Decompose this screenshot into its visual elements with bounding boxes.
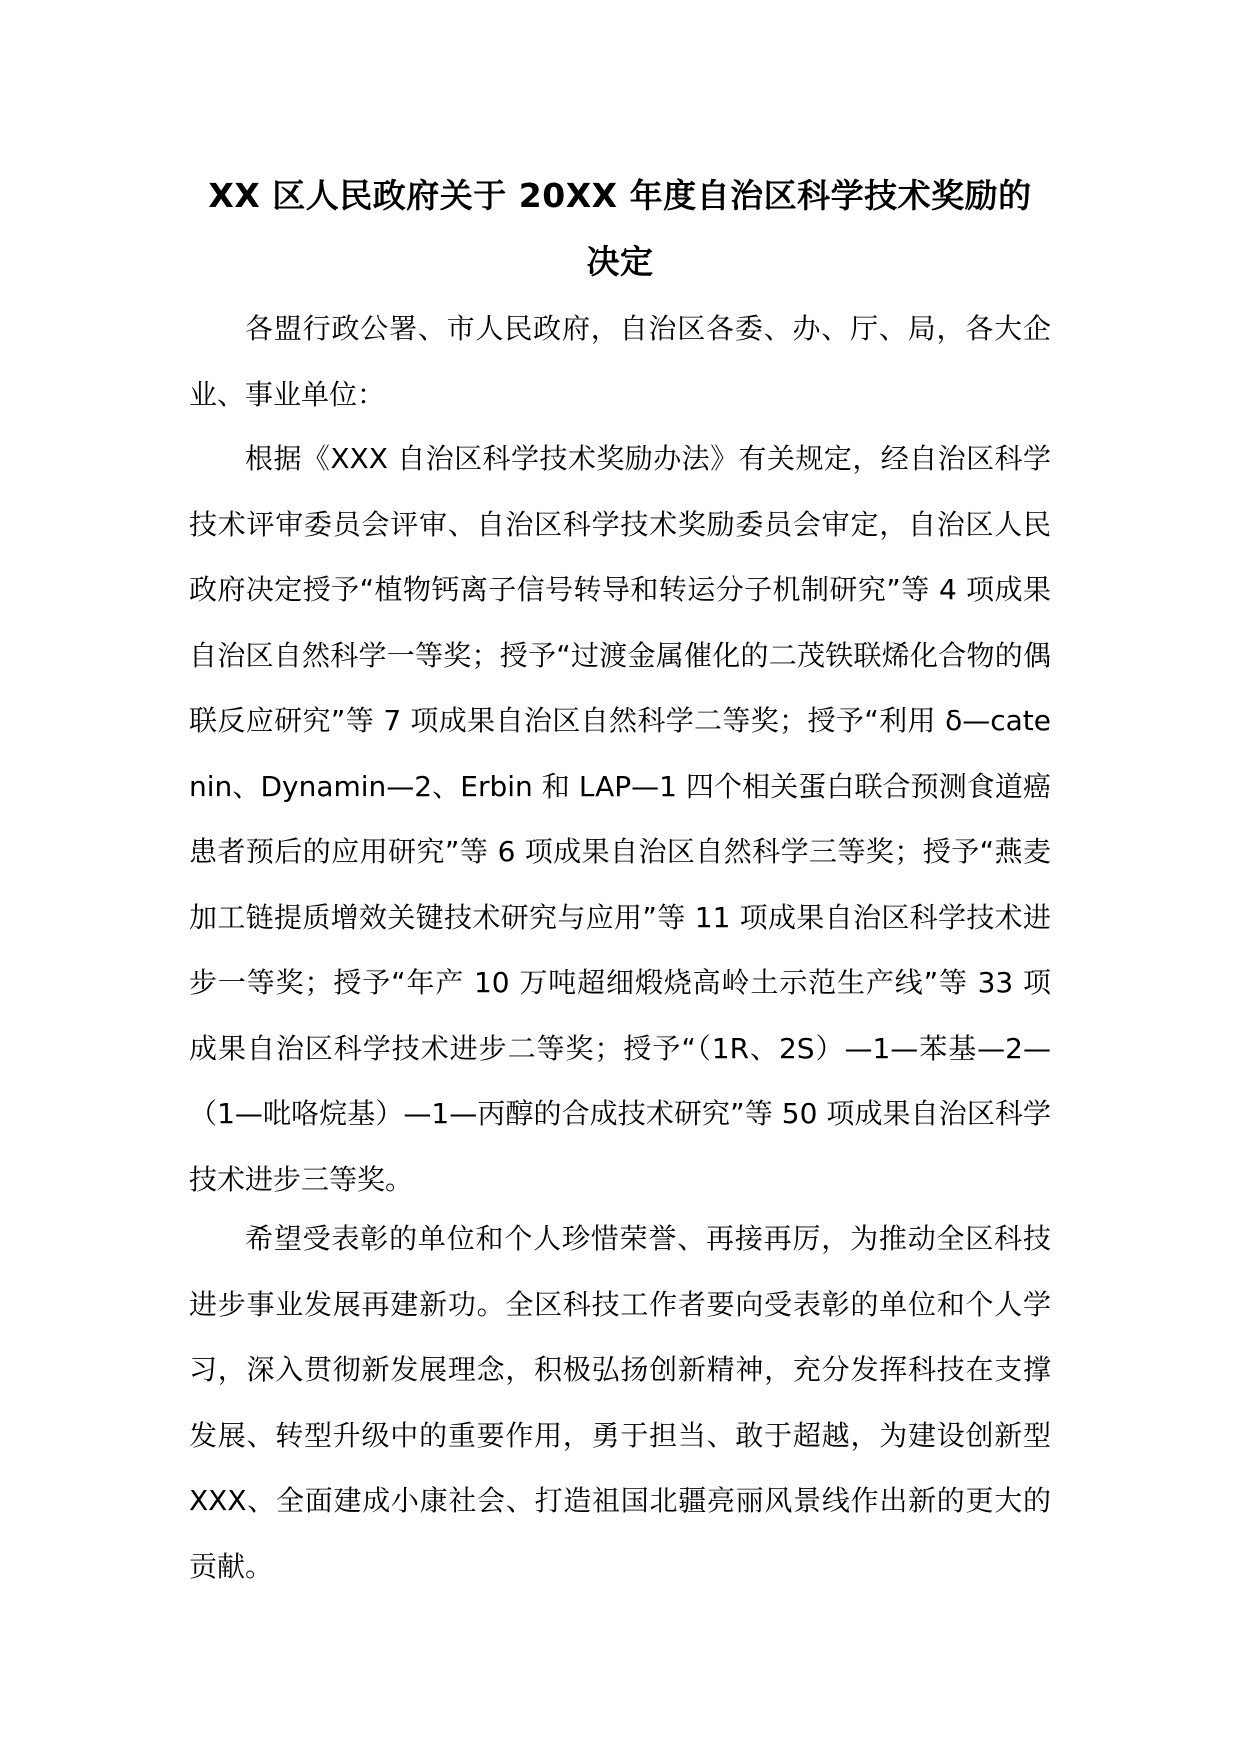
- encouragement-paragraph: 希望受表彰的单位和个人珍惜荣誉、再接再厉，为推动全区科技进步事业发展再建新功。全区科技工作者要向受表彰的单位和个人学习，深入贯彻新发展理念，积极弘扬创新精神，充分发挥科技在支撑发展、转型升级中的重要作用，勇于担当、敢于超越，为建设创新型 XXX、全面建成小康社会、打造祖国北疆亮丽风景线作出新的更大的贡献。: [189, 1222, 1051, 1583]
- document-title: XX 区人民政府关于 20XX 年度自治区科学技术奖励的: [208, 176, 1032, 215]
- document-title-continued: 决定: [586, 242, 654, 281]
- decision-paragraph: 根据《XXX 自治区科学技术奖励办法》有关规定，经自治区科学技术评审委员会评审、自治区科学技术奖励委员会审定，自治区人民政府决定授予“植物钙离子信号转导和转运分子机制研究”等 4 项成果自治区自然科学一等奖；授予“过渡金属催化的二茂铁联烯化合物的偶联反应研究”等 7 项成果自治区自然科学二等奖；授予“利用 δ—catenin、Dynamin—2、Erbin 和 LAP—1 四个相关蛋白联合预测食道癌患者预后的应用研究”等 6 项成果自治区自然科学三等奖；授予“燕麦加工链提质增效关键技术研究与应用”等 11 项成果自治区科学技术进步一等奖；授予“年产 10 万吨超细煅烧高岭土示范生产线”等 33 项成果自治区科学技术进步二等奖；授予“（1R、2S）—1—苯基—2—（1—吡咯烷基）—1—丙醇的合成技术研究”等 50 项成果自治区科学技术进步三等奖。: [189, 442, 1051, 1196]
- salutation-paragraph: 各盟行政公署、市人民政府，自治区各委、办、厅、局，各大企业、事业单位：: [189, 312, 1051, 411]
